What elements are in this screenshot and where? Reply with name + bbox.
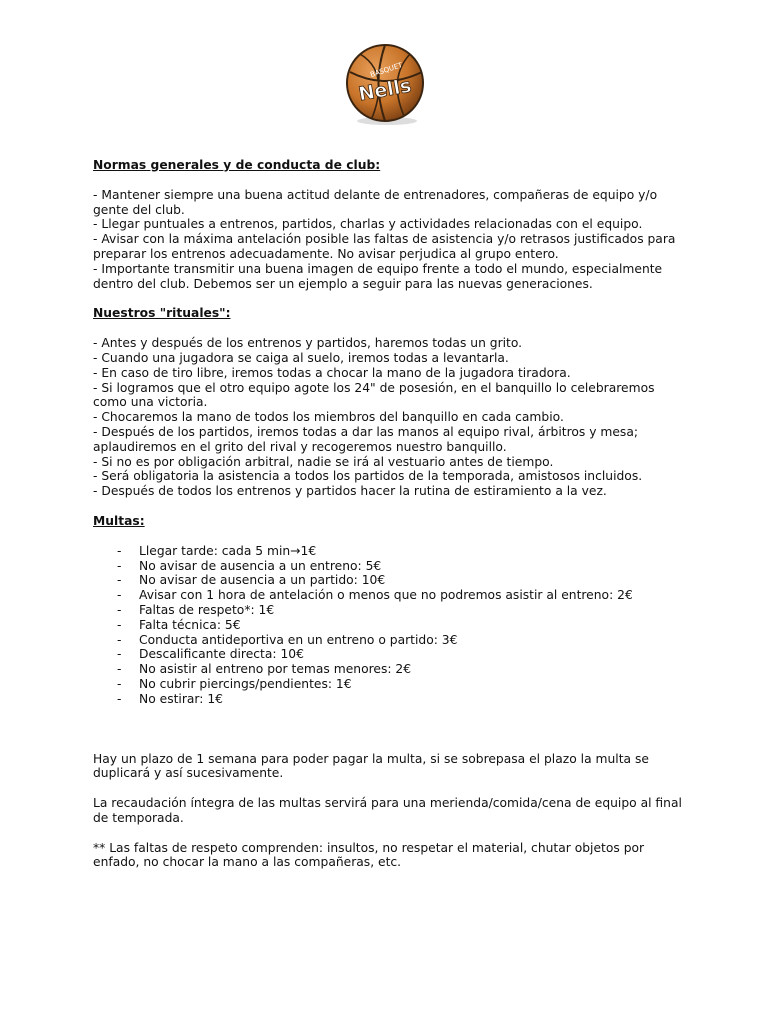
fine-text: Faltas de respeto*: 1€ xyxy=(139,602,275,617)
fine-text: No asistir al entreno por temas menores: 2€ xyxy=(139,662,412,677)
list-item xyxy=(93,618,683,633)
bullet-marker: - xyxy=(117,617,122,632)
list-item xyxy=(93,559,683,574)
fine-text: No avisar de ausencia a un entreno: 5€ xyxy=(139,558,382,573)
ritual-line: - Si no es por obligación arbitral, nadie se irá al vestuario antes de tiempo. xyxy=(93,454,554,469)
bullet-marker: - xyxy=(117,647,122,662)
list-item xyxy=(93,677,683,692)
document-body xyxy=(93,158,683,870)
basketball-logo-icon xyxy=(342,42,428,126)
ritual-line: - Cuando una jugadora se caiga al suelo, iremos todas a levantarla. xyxy=(93,350,509,365)
fine-text: No cubrir piercings/pendientes: 1€ xyxy=(139,676,352,691)
collection-note: La recaudación íntegra de las multas servirá para una merienda/comida/cena de equipo al final de temporada. xyxy=(93,796,682,825)
fine-text: Avisar con 1 hora de antelación o menos que no podremos asistir al entreno: 2€ xyxy=(139,588,633,603)
bullet-marker: - xyxy=(117,588,122,603)
ritual-line: - En caso de tiro libre, iremos todas a chocar la mano de la jugadora tiradora. xyxy=(93,365,571,380)
respect-footnote: ** Las faltas de respeto comprenden: insultos, no respetar el material, chutar objetos por enfado, no chocar la mano a las compañeras, etc. xyxy=(93,840,645,870)
list-item xyxy=(93,647,683,662)
section-heading-normas: Normas generales y de conducta de club: xyxy=(93,158,381,172)
club-logo xyxy=(342,42,428,126)
list-item xyxy=(93,573,683,588)
ritual-line: - Después de todos los entrenos y partidos hacer la rutina de estiramiento a la vez. xyxy=(93,484,607,499)
list-item xyxy=(93,633,683,648)
section-heading-rituales: Nuestros "rituales": xyxy=(93,306,231,321)
fines-list xyxy=(93,544,683,707)
fine-text: Conducta antideportiva en un entreno o partido: 3€ xyxy=(139,632,458,647)
fine-text: No estirar: 1€ xyxy=(139,691,223,706)
section-heading-multas: Multas: xyxy=(93,513,145,528)
payment-note: Hay un plazo de 1 semana para poder pagar la multa, si se sobrepasa el plazo la multa se duplicará y así sucesivamente. xyxy=(93,751,649,781)
list-item xyxy=(93,603,683,618)
rule-line: - Llegar puntuales a entrenos, partidos, charlas y actividades relacionadas con el equipo. xyxy=(93,217,643,232)
list-item xyxy=(93,588,683,603)
svg-text:BASQUET: BASQUET xyxy=(369,61,404,80)
rule-line: - Importante transmitir una buena imagen de equipo frente a todo el mundo, especialmente dentro del club. Debemos ser un ejemplo a seguir para las nuevas generaciones. xyxy=(93,261,663,291)
ritual-line: - Si logramos que el otro equipo agote los 24" de posesión, en el banquillo lo celebraremos como una victoria. xyxy=(93,380,655,410)
ritual-line: - Será obligatoria la asistencia a todos los partidos de la temporada, amistosos incluidos. xyxy=(93,469,643,484)
bullet-marker: - xyxy=(117,602,122,617)
bullet-marker: - xyxy=(117,543,122,558)
fine-text: No avisar de ausencia a un partido: 10€ xyxy=(139,573,386,588)
fine-text: Descalificante directa: 10€ xyxy=(139,647,304,662)
rule-line: - Mantener siempre una buena actitud delante de entrenadores, compañeras de equipo y/o gente del club. xyxy=(93,187,658,217)
bullet-marker: - xyxy=(117,573,122,588)
bullet-marker: - xyxy=(117,691,122,706)
fine-text: Falta técnica: 5€ xyxy=(139,617,241,632)
bullet-marker: - xyxy=(117,662,122,677)
fine-text: Llegar tarde: cada 5 min→1€ xyxy=(139,543,317,558)
ritual-line: - Después de los partidos, iremos todas a dar las manos al equipo rival, árbitros y mesa; aplaudiremos en el grito del rival y recogeremos nuestro banquillo. xyxy=(93,424,639,454)
list-item xyxy=(93,662,683,677)
list-item xyxy=(93,544,683,559)
list-item xyxy=(93,692,683,707)
ritual-line: - Antes y después de los entrenos y partidos, haremos todas un grito. xyxy=(93,336,523,351)
bullet-marker: - xyxy=(117,558,122,573)
bullet-marker: - xyxy=(117,676,122,691)
svg-text:Nells: Nells xyxy=(356,74,414,106)
rule-line: - Avisar con la máxima antelación posible las faltas de asistencia y/o retrasos justificados para preparar los entrenos adecuadamente. No avisar perjudica al grupo entero. xyxy=(93,232,676,261)
ritual-line: - Chocaremos la mano de todos los miembros del banquillo en cada cambio. xyxy=(93,410,564,425)
bullet-marker: - xyxy=(117,632,122,647)
